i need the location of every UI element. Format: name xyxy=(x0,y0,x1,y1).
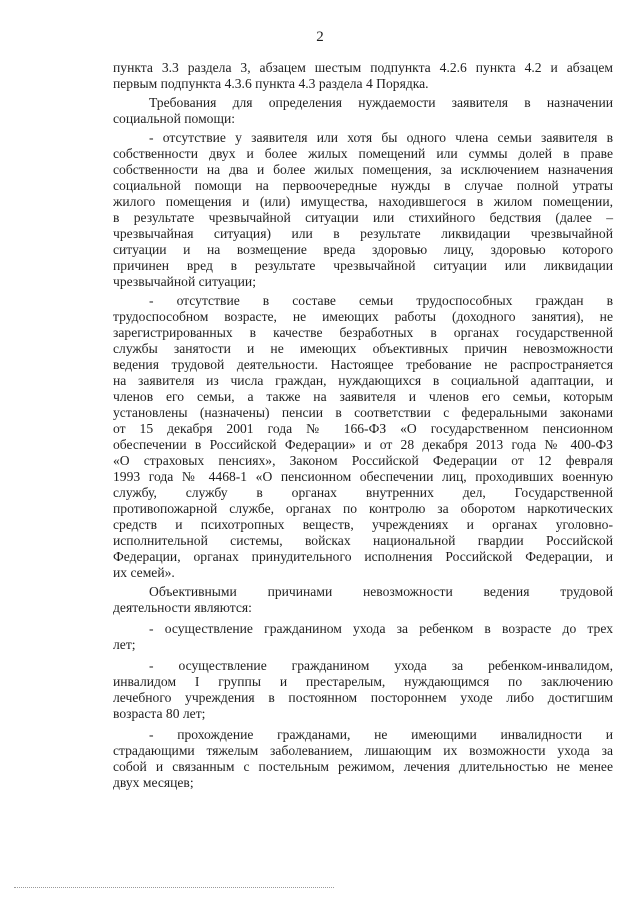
text-line: жилого помещения и (или) имущества, находившегося в жилом помещении, xyxy=(113,194,613,209)
text-line: собственности двух и более жилых помещений или суммы долей в праве xyxy=(113,146,613,161)
text-line: обеспечении в Российской Федерации» и от 28 декабря 2013 года № 400-ФЗ xyxy=(113,437,613,452)
text-line: на заявителя из числа граждан, нуждающихся в социальной адаптации, и xyxy=(113,373,613,388)
text-line: чрезвычайная ситуация) или в результате ликвидации чрезвычайной xyxy=(113,226,613,241)
text-line: - осуществление гражданином ухода за ребенком-инвалидом, xyxy=(149,658,613,673)
text-line: 1993 года № 4468-1 «О пенсионном обеспечении лиц, проходивших военную xyxy=(113,469,613,484)
text-line: собственности на два и более жилых помещения, за исключением назначения xyxy=(113,162,613,177)
text-line: собой и связанным с постельным режимом, лечения длительностью не менее xyxy=(113,759,613,774)
text-line: причинен вред в результате чрезвычайной ситуации или ликвидации xyxy=(113,258,613,273)
text-line: пункта 3.3 раздела 3, абзацем шестым подпункта 4.2.6 пункта 4.2 и абзацем xyxy=(113,60,613,75)
paragraph xyxy=(113,60,613,92)
text-line: Требования для определения нуждаемости заявителя в назначении xyxy=(149,95,613,110)
text-line: противопожарной службе, органах по контролю за оборотом наркотических xyxy=(113,501,613,516)
bottom-dotted-rule xyxy=(14,887,334,888)
text-line: - отсутствие у заявителя или хотя бы одного члена семьи заявителя в xyxy=(149,130,613,145)
text-line: их семей». xyxy=(113,565,175,580)
text-line: двух месяцев; xyxy=(113,775,194,790)
text-line: Федерации, органах принудительного исполнения Российской Федерации, и xyxy=(113,549,613,564)
text-line: в результате чрезвычайной ситуации или стихийного бедствия (далее – xyxy=(113,210,613,225)
text-line: средств и психотропных веществ, учреждениях и органах уголовно- xyxy=(113,517,613,532)
paragraph xyxy=(113,727,613,791)
text-line: установлены (назначены) пенсии в соответствии с федеральными законами xyxy=(113,405,613,420)
text-line: социальной помощи на первоочередные нужды в случае полной утраты xyxy=(113,178,613,193)
text-line: службу, службу в органах внутренних дел, Государственной xyxy=(113,485,613,500)
paragraph xyxy=(113,130,613,290)
text-line: зарегистрированных в качестве безработных в органах государственной xyxy=(113,325,613,340)
text-line: лечебного учреждения в постоянном постороннем уходе либо достигшим xyxy=(113,690,613,705)
text-line: чрезвычайной ситуации; xyxy=(113,274,256,289)
text-line: Объективными причинами невозможности ведения трудовой xyxy=(149,584,613,599)
text-line: возраста 80 лет; xyxy=(113,706,206,721)
text-line: «О страховых пенсиях», Законом Российской Федерации от 12 февраля xyxy=(113,453,613,468)
paragraph xyxy=(113,621,613,653)
text-line: - прохождение гражданами, не имеющими инвалидности и xyxy=(149,727,613,742)
text-line: социальной помощи: xyxy=(113,111,235,126)
paragraph xyxy=(113,293,613,581)
text-line: трудоспособном возрасте, не имеющих работы (доходного занятия), не xyxy=(113,309,613,324)
paragraph xyxy=(113,584,613,616)
text-line: ведения трудовой деятельности. Настоящее требование не распространяется xyxy=(113,357,613,372)
text-line: исполнительной системы, войсках национальной гвардии Российской xyxy=(113,533,613,548)
paragraph xyxy=(113,658,613,722)
text-line: службы занятости и не имеющих объективных причин невозможности xyxy=(113,341,613,356)
text-line: деятельности являются: xyxy=(113,600,252,615)
text-line: от 15 декабря 2001 года № 166-ФЗ «О государственном пенсионном xyxy=(113,421,613,436)
paragraph xyxy=(113,95,613,127)
document-body xyxy=(113,60,613,791)
text-line: членов его семьи, а также на заявителя и членов его семьи, которым xyxy=(113,389,613,404)
text-line: страдающими тяжелым заболеванием, лишающим их возможности ухода за xyxy=(113,743,613,758)
text-line: - осуществление гражданином ухода за ребенком в возрасте до трех xyxy=(149,621,613,636)
text-line: ситуации и на возмещение вреда здоровью лицу, здоровью которого xyxy=(113,242,613,257)
text-line: первым подпункта 4.3.6 пункта 4.3 раздела 4 Порядка. xyxy=(113,76,429,91)
text-line: лет; xyxy=(113,637,136,652)
page-number: 2 xyxy=(316,29,324,45)
text-line: - отсутствие в составе семьи трудоспособных граждан в xyxy=(149,293,613,308)
text-line: инвалидом I группы и престарелым, нуждающимся по заключению xyxy=(113,674,613,689)
